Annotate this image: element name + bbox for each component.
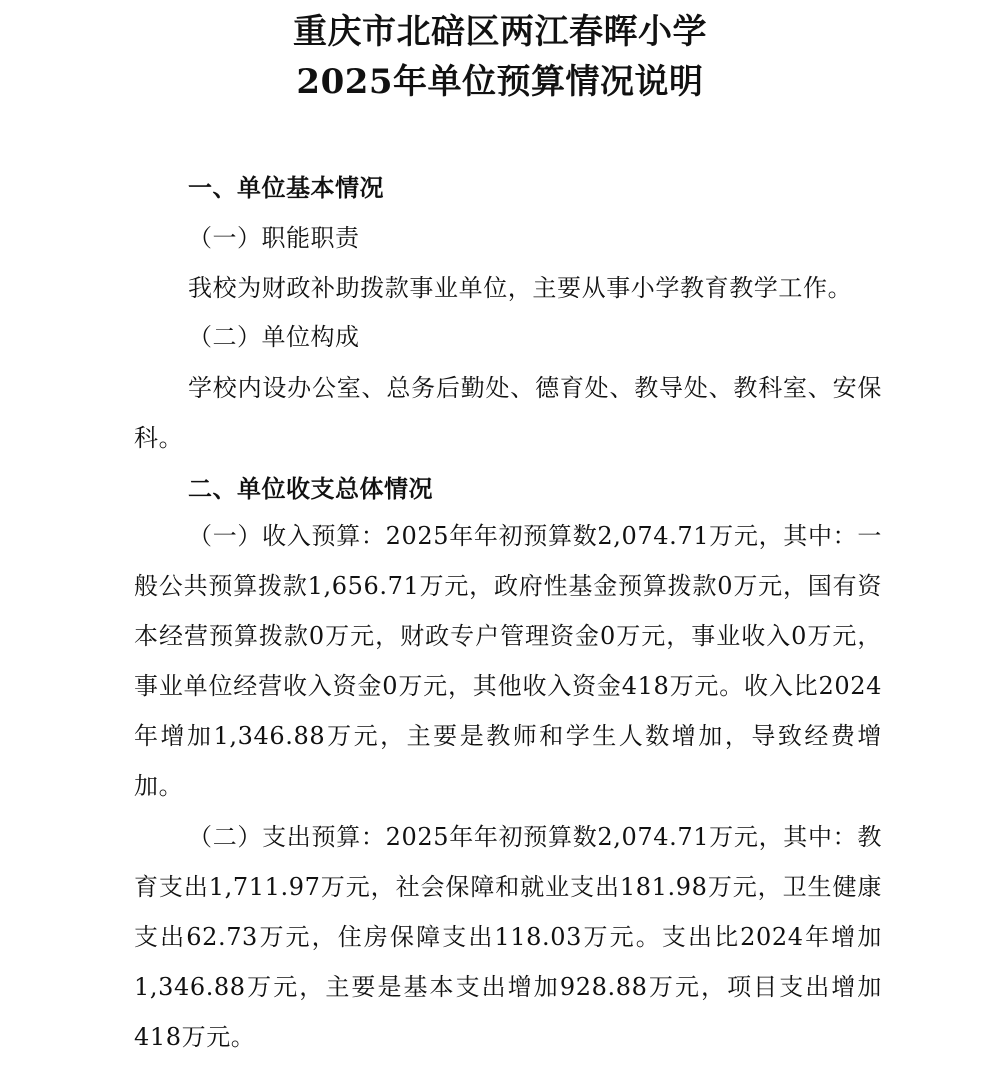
paragraph-income-budget: （一）收入预算：2025年年初预算数2,074.71万元，其中：一般公共预算拨款1,656.71万元，政府性基金预算拨款0万元，国有资本经营预算拨款0万元，财政专户管理资金0万元，事业收入0万元，事业单位经营收入资金0万元，其他收入资金418万元。收入比2024年增加1,346.88万元，主要是教师和学生人数增加，导致经费增加。 [134, 522, 882, 800]
subsection-heading-composition: （二）单位构成 [188, 323, 360, 351]
section-heading-basic-info: 一、单位基本情况 [188, 173, 384, 202]
paragraph-composition: 学校内设办公室、总务后勤处、德育处、教导处、教科室、安保科。 [134, 374, 882, 452]
document-title-line-1: 重庆市北碚区两江春晖小学 [293, 12, 707, 52]
subsection-heading-functions: （一）职能职责 [188, 224, 360, 252]
section-heading-budget-overview: 二、单位收支总体情况 [188, 474, 433, 503]
paragraph-functions: 我校为财政补助拨款事业单位，主要从事小学教育教学工作。 [188, 274, 853, 302]
paragraph-expenditure-budget: （二）支出预算：2025年年初预算数2,074.71万元，其中：教育支出1,711.97万元，社会保障和就业支出181.98万元，卫生健康支出62.73万元，住房保障支出118.03万元。支出比2024年增加1,346.88万元，主要是基本支出增加928.88万元，项目支出增加418万元。 [134, 823, 882, 1051]
document-title-line-2: 2025年单位预算情况说明 [296, 62, 704, 102]
